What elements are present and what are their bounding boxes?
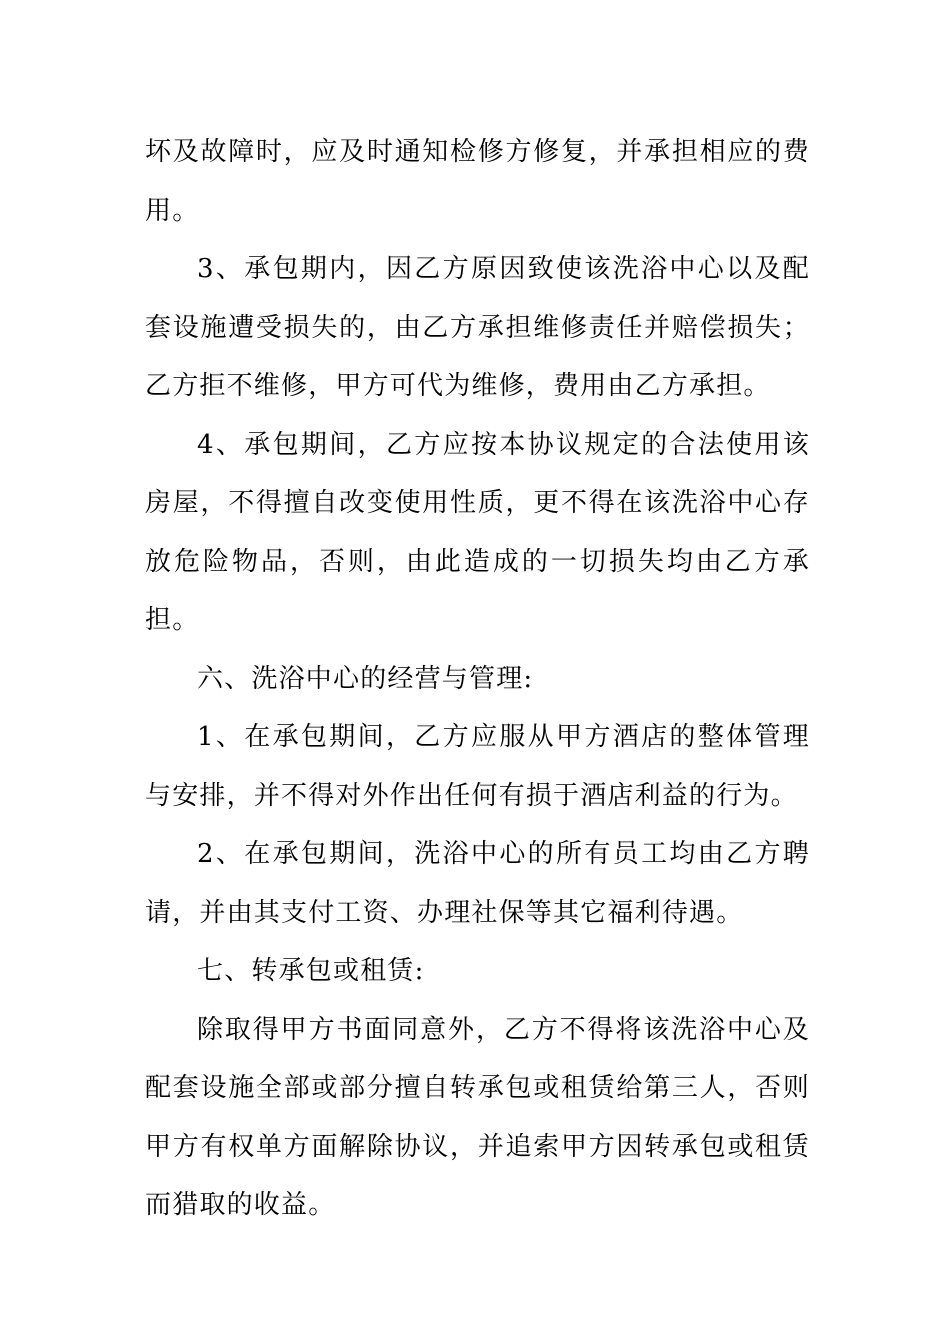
paragraph-six-clause-2: 2、在承包期间，洗浴中心的所有员工均由乙方聘请，并由其支付工资、办理社保等其它福利待遇。 <box>145 839 810 928</box>
section-heading-seven: 七、转承包或租赁: <box>197 956 425 986</box>
paragraph-clause-4: 4、承包期间，乙方应按本协议规定的合法使用该房屋，不得擅自改变使用性质，更不得在该洗浴中心存放危险物品，否则，由此造成的一切损失均由乙方承担。 <box>145 429 810 635</box>
paragraph-continuation: 坏及故障时，应及时通知检修方修复，并承担相应的费用。 <box>145 137 810 226</box>
section-heading-six: 六、洗浴中心的经营与管理: <box>197 663 534 694</box>
document-body <box>145 123 810 1235</box>
paragraph-clause-3: 3、承包期内，因乙方原因致使该洗浴中心以及配套设施遭受损失的，由乙方承担维修责任并赔偿损失；乙方拒不维修，甲方可代为维修，费用由乙方承担。 <box>145 254 810 401</box>
paragraph-seven-body: 除取得甲方书面同意外，乙方不得将该洗浴中心及配套设施全部或部分擅自转承包或租赁给第三人，否则甲方有权单方面解除协议，并追索甲方因转承包或租赁而猎取的收益。 <box>145 1014 810 1220</box>
paragraph-six-clause-1: 1、在承包期间，乙方应服从甲方酒店的整体管理与安排，并不得对外作出任何有损于酒店利益的行为。 <box>145 722 810 811</box>
